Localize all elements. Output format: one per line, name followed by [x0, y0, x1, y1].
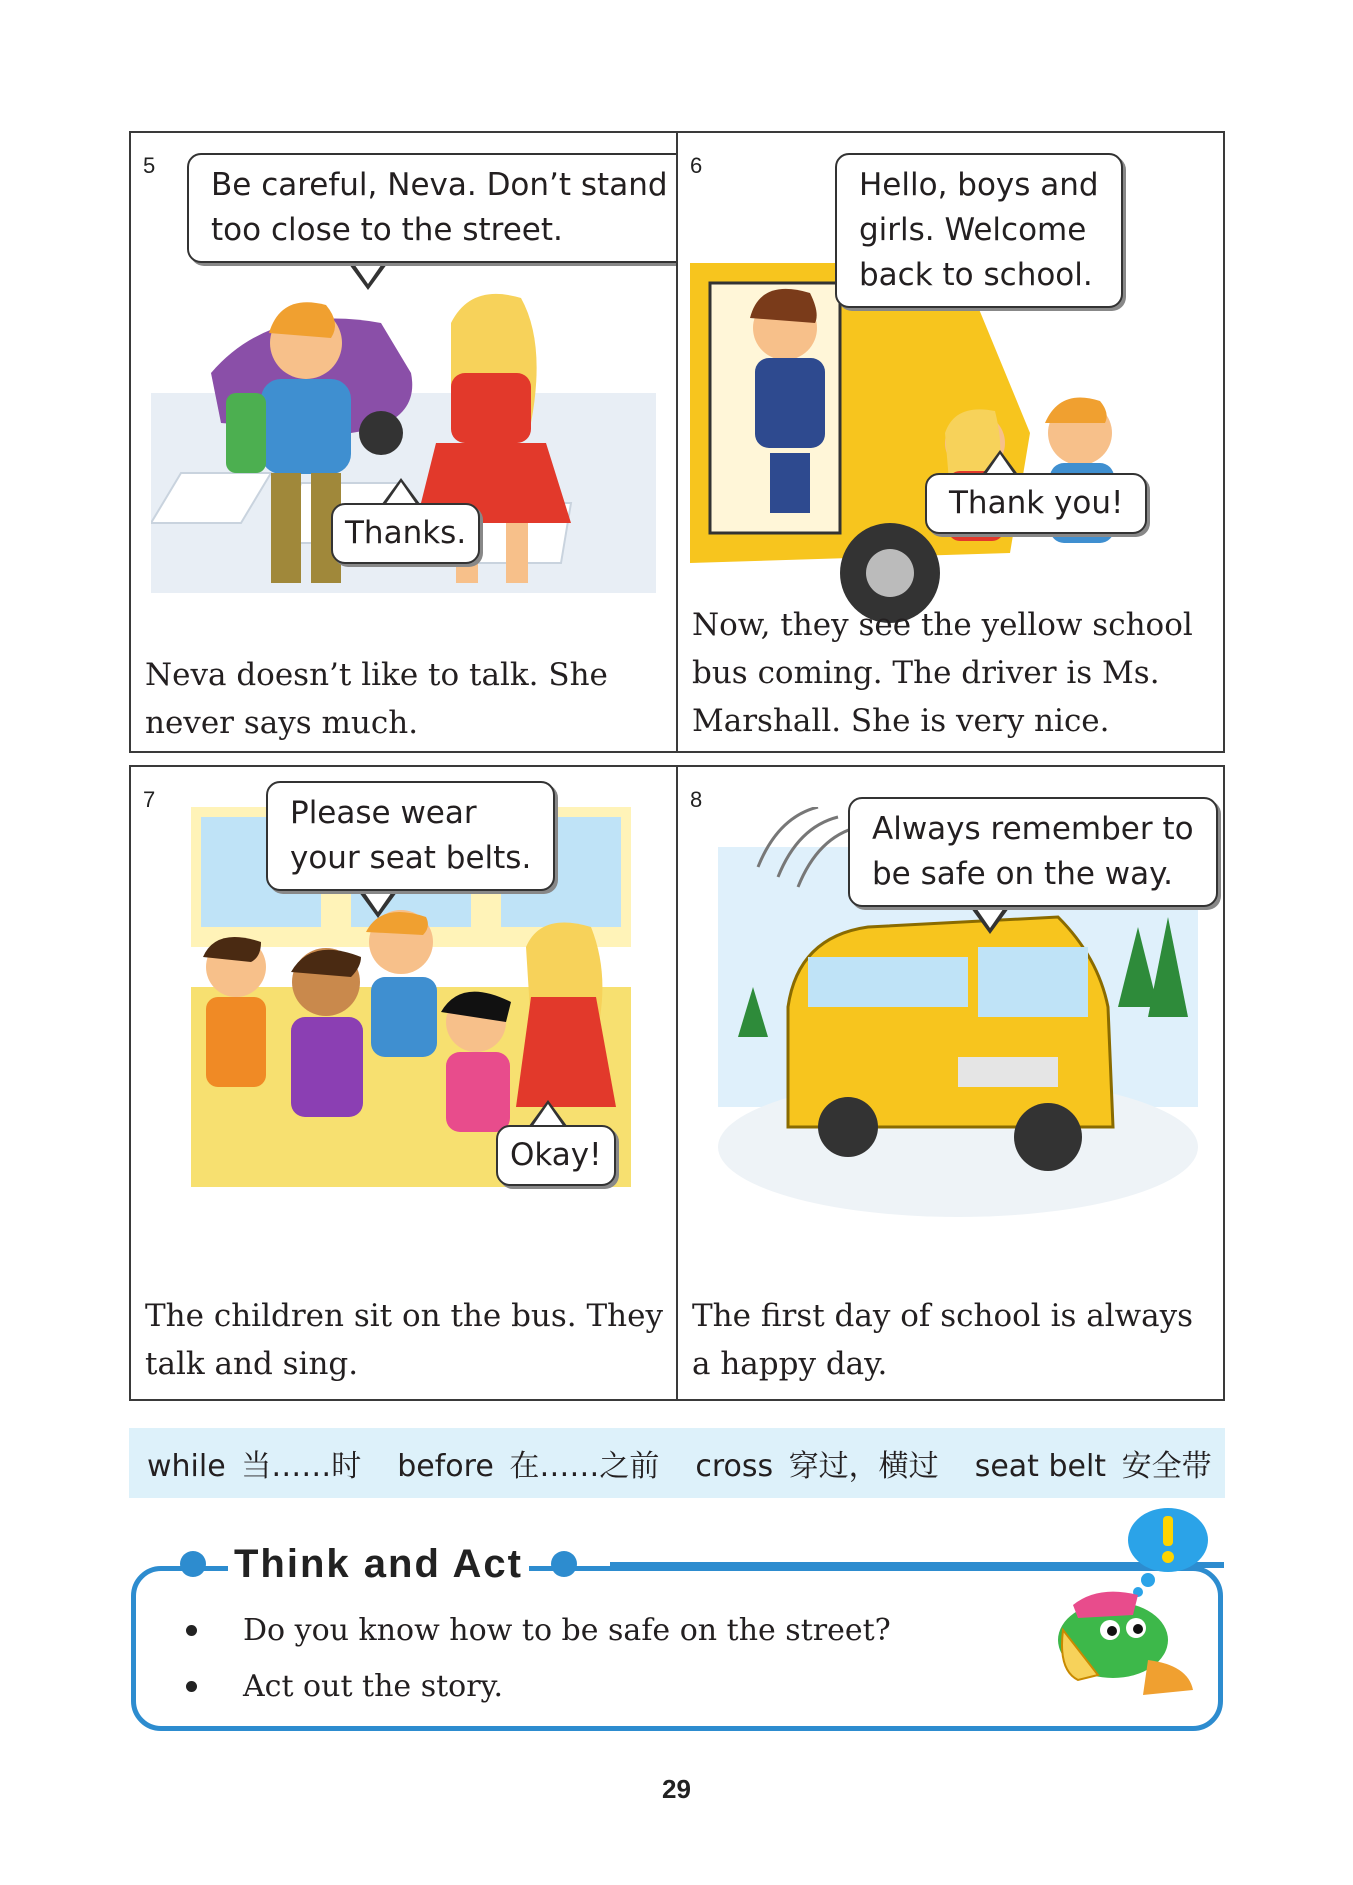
panel-narration	[692, 1292, 1209, 1388]
speech-bubble-driver	[266, 781, 555, 891]
bullet-icon	[186, 1681, 197, 1692]
narration-line: Marshall. She is very nice.	[692, 703, 1110, 739]
narration-line: a happy day.	[692, 1346, 888, 1382]
vocab-item	[397, 1441, 659, 1485]
list-item-text: Do you know how to be safe on the street?	[243, 1612, 891, 1648]
speech-line: Be careful, Neva. Don’t stand	[211, 167, 668, 203]
speech-line: Okay!	[510, 1137, 602, 1173]
speech-line: Thank you!	[949, 485, 1124, 521]
vocab-chinese: 安全带	[1121, 1449, 1212, 1484]
bullet-icon	[186, 1625, 197, 1636]
speech-bubble-driver	[848, 797, 1218, 907]
speech-bubble-girl	[331, 503, 480, 564]
vocab-english: seat belt	[974, 1449, 1107, 1484]
narration-line: Now, they see the yellow school	[692, 607, 1193, 643]
dinosaur-mascot-icon	[1018, 1500, 1228, 1700]
vocab-english: cross	[695, 1449, 774, 1484]
narration-line: never says much.	[145, 705, 419, 741]
narration-line: The children sit on the bus. They	[145, 1298, 663, 1334]
speech-bubble-children	[925, 473, 1147, 534]
vocab-chinese: 当……时	[241, 1449, 362, 1484]
speech-line: girls. Welcome	[859, 212, 1087, 248]
list-item-text: Act out the story.	[243, 1668, 504, 1704]
bullet-dot-icon	[551, 1551, 577, 1577]
panel-number: 6	[690, 153, 703, 178]
think-and-act-list	[186, 1602, 891, 1714]
section-title: Think and Act	[228, 1542, 529, 1587]
speech-tail	[968, 904, 1012, 934]
comic-panel-5	[129, 131, 678, 753]
vocab-english: while	[147, 1449, 226, 1484]
comic-panel-6	[676, 131, 1225, 753]
panel-number: 5	[143, 153, 156, 178]
speech-line: back to school.	[859, 257, 1093, 293]
page-number: 29	[662, 1774, 691, 1804]
speech-line: be safe on the way.	[872, 856, 1173, 892]
narration-line: The first day of school is always	[692, 1298, 1194, 1334]
comic-panel-8	[676, 765, 1225, 1401]
vocab-item	[695, 1441, 938, 1485]
speech-line: Please wear	[290, 795, 477, 831]
speech-bubble-children	[496, 1125, 616, 1186]
vocab-chinese: 穿过，横过	[788, 1449, 939, 1484]
vocab-english: before	[397, 1449, 494, 1484]
panel-narration	[145, 651, 662, 747]
vocab-chinese: 在……之前	[509, 1449, 660, 1484]
speech-tail	[356, 888, 400, 918]
list-item	[186, 1602, 891, 1658]
vocab-item	[147, 1441, 361, 1485]
narration-line: bus coming. The driver is Ms.	[692, 655, 1160, 691]
speech-line: Hello, boys and	[859, 167, 1099, 203]
narration-line: talk and sing.	[145, 1346, 359, 1382]
speech-bubble-boy	[187, 153, 678, 263]
speech-line: Thanks.	[345, 515, 467, 551]
comic-panel-7	[129, 765, 678, 1401]
speech-tail	[346, 260, 390, 290]
speech-line: Always remember to	[872, 811, 1194, 847]
narration-line: Neva doesn’t like to talk. She	[145, 657, 608, 693]
speech-bubble-driver	[835, 153, 1123, 308]
speech-line: your seat belts.	[290, 840, 532, 876]
panel-narration	[145, 1292, 662, 1388]
think-and-act-heading	[180, 1536, 577, 1592]
panel-number: 7	[143, 787, 156, 812]
bullet-dot-icon	[180, 1551, 206, 1577]
panel-narration	[692, 601, 1209, 745]
panel-number: 8	[690, 787, 703, 812]
vocabulary-strip	[129, 1428, 1225, 1498]
vocab-item	[975, 1441, 1212, 1485]
list-item	[186, 1658, 891, 1714]
speech-line: too close to the street.	[211, 212, 563, 248]
